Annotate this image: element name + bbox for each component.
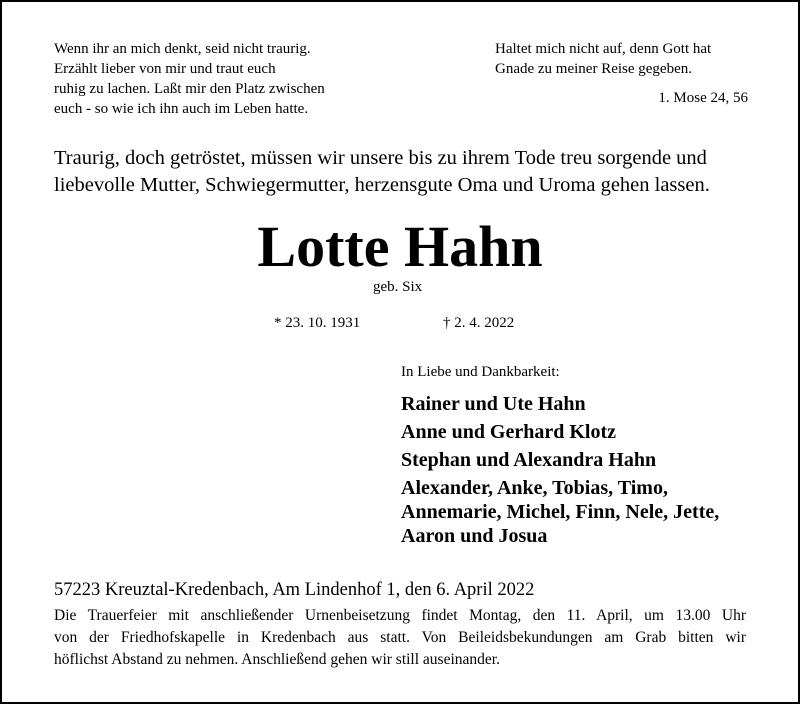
poem-line: ruhig zu lachen. Laßt mir den Platz zwischen (54, 81, 325, 97)
verse-line: Haltet mich nicht auf, denn Gott hat (495, 41, 712, 57)
death-date: † 2. 4. 2022 (443, 315, 515, 331)
address-line: 57223 Kreuztal-Kredenbach, Am Lindenhof 1, den 6. April 2022 (54, 580, 535, 600)
mourner-name: Annemarie, Michel, Finn, Nele, Jette, (401, 501, 720, 523)
birth-name: geb. Six (373, 279, 423, 295)
poem-line: Erzählt lieber von mir und traut euch (54, 61, 276, 77)
verse-reference: 1. Mose 24, 56 (658, 90, 748, 106)
deceased-name: Lotte Hahn (257, 214, 543, 279)
mourner-name: Rainer und Ute Hahn (401, 393, 586, 415)
poem-line: Wenn ihr an mich denkt, seid nicht traurig. (54, 41, 311, 57)
mourner-name: Alexander, Anke, Tobias, Timo, (401, 477, 668, 499)
funeral-info-line: Die Trauerfeier mit anschließender Urnenbeisetzung findet Montag, den 11. April, um 13.00 Uhr (54, 607, 746, 624)
intro-line: liebevolle Mutter, Schwiegermutter, herzensgute Oma und Uroma gehen lassen. (54, 174, 710, 196)
mourners-intro: In Liebe und Dankbarkeit: (401, 364, 560, 380)
funeral-info-line: von der Friedhofskapelle in Kredenbach aus statt. Von Beileidsbekundungen am Grab bitten wir (54, 629, 746, 646)
funeral-info-line: höflichst Abstand zu nehmen. Anschließend gehen wir still auseinander. (54, 651, 500, 668)
birth-date: * 23. 10. 1931 (274, 315, 361, 331)
poem-line: euch - so wie ich ihn auch im Leben hatte. (54, 101, 309, 117)
mourner-name: Stephan und Alexandra Hahn (401, 449, 657, 471)
mourner-name: Anne und Gerhard Klotz (401, 421, 617, 443)
intro-line: Traurig, doch getröstet, müssen wir unsere bis zu ihrem Tode treu sorgende und (54, 147, 707, 169)
verse-line: Gnade zu meiner Reise gegeben. (495, 61, 692, 77)
mourner-name: Aaron und Josua (401, 525, 548, 547)
